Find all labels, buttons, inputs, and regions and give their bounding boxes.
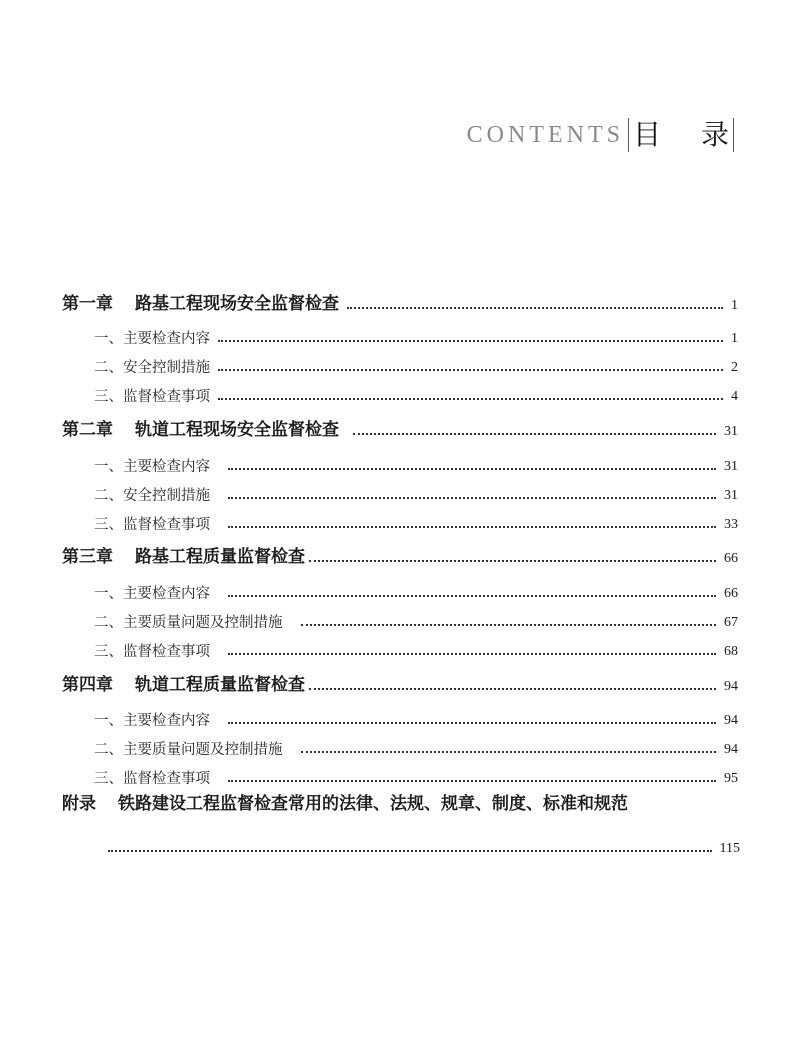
toc-section[interactable] <box>0 702 790 728</box>
contents-title-chinese: 目 录 <box>632 118 729 151</box>
dot-leader <box>228 780 716 782</box>
page-number: 4 <box>731 389 738 404</box>
dot-leader <box>218 398 723 400</box>
page-number: 66 <box>724 586 738 601</box>
section-title: 三、监督检查事项 <box>94 643 210 660</box>
dot-leader <box>353 433 716 435</box>
toc-appendix-page-row[interactable] <box>0 830 790 856</box>
page-number: 94 <box>724 742 738 757</box>
page-number: 67 <box>724 615 738 630</box>
toc-section[interactable] <box>0 604 790 630</box>
header-divider-left <box>628 118 629 152</box>
page-number: 115 <box>719 841 740 856</box>
toc-section[interactable] <box>0 760 790 786</box>
contents-header <box>467 118 738 152</box>
page-number: 1 <box>731 331 738 346</box>
toc-section[interactable] <box>0 575 790 601</box>
toc-section[interactable] <box>0 633 790 659</box>
section-title: 三、监督检查事项 <box>94 388 210 405</box>
page-number: 66 <box>724 551 738 566</box>
appendix-title: 铁路建设工程监督检查常用的法律、法规、规章、制度、标准和规范 <box>118 794 628 814</box>
chapter-title: 路基工程现场安全监督检查 <box>135 294 339 314</box>
chapter-number: 第三章 <box>62 547 113 567</box>
toc-section[interactable] <box>0 320 790 346</box>
dot-leader <box>218 369 723 371</box>
toc-appendix[interactable] <box>62 796 628 813</box>
chapter-number: 第一章 <box>62 294 113 314</box>
toc-chapter-1[interactable] <box>0 287 790 313</box>
chapter-title: 路基工程质量监督检查 <box>135 547 305 567</box>
toc-section[interactable] <box>0 731 790 757</box>
page-number: 31 <box>724 488 738 503</box>
page-number: 94 <box>724 713 738 728</box>
dot-leader <box>228 653 716 655</box>
toc-section[interactable] <box>0 378 790 404</box>
section-title: 一、主要检查内容 <box>94 330 210 347</box>
dot-leader <box>218 340 723 342</box>
page-number: 95 <box>724 771 738 786</box>
dot-leader <box>347 307 723 309</box>
toc-chapter-2[interactable] <box>0 413 790 439</box>
dot-leader <box>301 751 717 753</box>
toc-section[interactable] <box>0 448 790 474</box>
section-title: 三、监督检查事项 <box>94 516 210 533</box>
toc-section[interactable] <box>0 477 790 503</box>
header-divider-right <box>733 118 734 152</box>
dot-leader <box>228 595 716 597</box>
section-title: 一、主要检查内容 <box>94 585 210 602</box>
toc-chapter-3[interactable] <box>0 540 790 566</box>
chapter-title: 轨道工程质量监督检查 <box>135 675 305 695</box>
dot-leader <box>228 722 716 724</box>
page-number: 94 <box>724 679 738 694</box>
dot-leader <box>228 497 716 499</box>
section-title: 二、主要质量问题及控制措施 <box>94 741 283 758</box>
page-number: 2 <box>731 360 738 375</box>
chapter-title: 轨道工程现场安全监督检查 <box>135 420 339 440</box>
toc-chapter-4[interactable] <box>0 668 790 694</box>
dot-leader <box>309 688 716 690</box>
dot-leader <box>301 624 717 626</box>
dot-leader <box>228 526 716 528</box>
section-title: 一、主要检查内容 <box>94 458 210 475</box>
section-title: 三、监督检查事项 <box>94 770 210 787</box>
dot-leader <box>309 560 716 562</box>
section-title: 二、安全控制措施 <box>94 487 210 504</box>
section-title: 二、主要质量问题及控制措施 <box>94 614 283 631</box>
page-number: 1 <box>731 298 738 313</box>
page-number: 31 <box>724 459 738 474</box>
chapter-number: 第二章 <box>62 420 113 440</box>
toc-section[interactable] <box>0 349 790 375</box>
page-number: 31 <box>724 424 738 439</box>
page-number: 68 <box>724 644 738 659</box>
chapter-number: 第四章 <box>62 675 113 695</box>
appendix-label: 附录 <box>62 794 96 814</box>
section-title: 一、主要检查内容 <box>94 712 210 729</box>
page-number: 33 <box>724 517 738 532</box>
contents-title-english: CONTENTS <box>466 122 624 148</box>
dot-leader <box>108 850 712 852</box>
toc-section[interactable] <box>0 506 790 532</box>
dot-leader <box>228 468 716 470</box>
section-title: 二、安全控制措施 <box>94 359 210 376</box>
